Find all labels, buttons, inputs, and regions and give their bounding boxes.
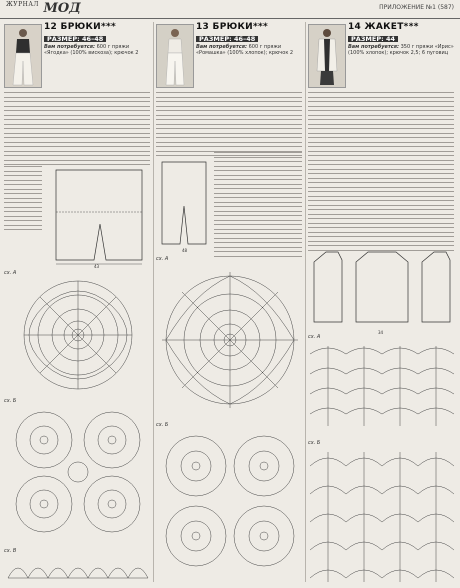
schematic-number: 34 xyxy=(378,330,384,335)
chart-caption-b: сх. Б xyxy=(308,440,321,446)
chart-caption-a: сх. А xyxy=(4,270,17,276)
materials-label: Вам потребуется: xyxy=(44,44,95,50)
size-badge: РАЗМЕР: 44 xyxy=(348,36,398,42)
model-photo-illustration xyxy=(5,25,41,87)
model-photo xyxy=(156,24,194,88)
jacket-schematic xyxy=(308,246,456,330)
instruction-text-side xyxy=(4,166,42,234)
pattern-title: 12 БРЮКИ*** xyxy=(44,22,116,32)
materials-text: 600 г пряжи «Ягодка» (100% вискоза); крючок 2 xyxy=(44,44,139,56)
page-header xyxy=(0,0,460,19)
model-photo xyxy=(308,24,346,88)
crochet-edge-chart xyxy=(4,554,152,582)
crochet-motif-chart-b xyxy=(4,404,152,544)
instruction-text xyxy=(4,92,150,169)
crochet-motif-chart-a xyxy=(4,276,152,394)
materials-label: Вам потребуется: xyxy=(348,44,399,50)
pattern-specs xyxy=(348,36,454,56)
instruction-text-side xyxy=(214,152,302,260)
chart-caption-b: сх. Б xyxy=(156,422,169,428)
materials-text: 600 г пряжи «Ромашка» (100% хлопок); крючок 2 xyxy=(196,44,294,56)
pattern-column-3 xyxy=(308,20,456,585)
chart-caption-a: сх. А xyxy=(308,334,321,340)
size-badge: РАЗМЕР: 46–48 xyxy=(196,36,258,42)
chart-caption-a: сх. А xyxy=(156,256,169,262)
trousers-schematic xyxy=(46,164,150,266)
model-photo-illustration xyxy=(157,25,193,87)
crochet-motif-chart-a xyxy=(156,262,304,418)
model-photo xyxy=(4,24,42,88)
chart-caption-c: сх. В xyxy=(4,548,17,554)
size-badge: РАЗМЕР: 46–48 xyxy=(44,36,106,42)
pattern-specs xyxy=(196,36,302,56)
crochet-lace-chart-a xyxy=(308,340,456,432)
pattern-title: 14 ЖАКЕТ*** xyxy=(348,22,419,32)
pattern-title: 13 БРЮКИ*** xyxy=(196,22,268,32)
column-divider xyxy=(305,22,306,582)
chart-caption-b: сх. Б xyxy=(4,398,17,404)
brand-small: ЖУРНАЛ xyxy=(6,1,39,8)
materials-label: Вам потребуется: xyxy=(196,44,247,50)
pattern-specs xyxy=(44,36,150,56)
crochet-lace-chart-b xyxy=(308,446,456,586)
brand-name: МОД xyxy=(43,1,81,16)
magazine-brand xyxy=(6,1,81,16)
pattern-column-1 xyxy=(4,20,152,585)
schematic-number: 48 xyxy=(182,248,188,253)
pattern-column-2 xyxy=(156,20,304,585)
crochet-motif-chart-b xyxy=(156,428,304,578)
model-photo-illustration xyxy=(309,25,345,87)
instruction-text xyxy=(308,92,454,254)
column-divider xyxy=(153,22,154,582)
trousers-schematic xyxy=(156,156,212,248)
issue-label: ПРИЛОЖЕНИЕ №1 (587) xyxy=(379,4,454,11)
materials-text: 350 г пряжи «Ирис» (100% хлопок); крючок 2,5; 6 пуговиц xyxy=(348,44,454,56)
schematic-number: 43 xyxy=(94,264,100,269)
instruction-text xyxy=(156,92,302,160)
